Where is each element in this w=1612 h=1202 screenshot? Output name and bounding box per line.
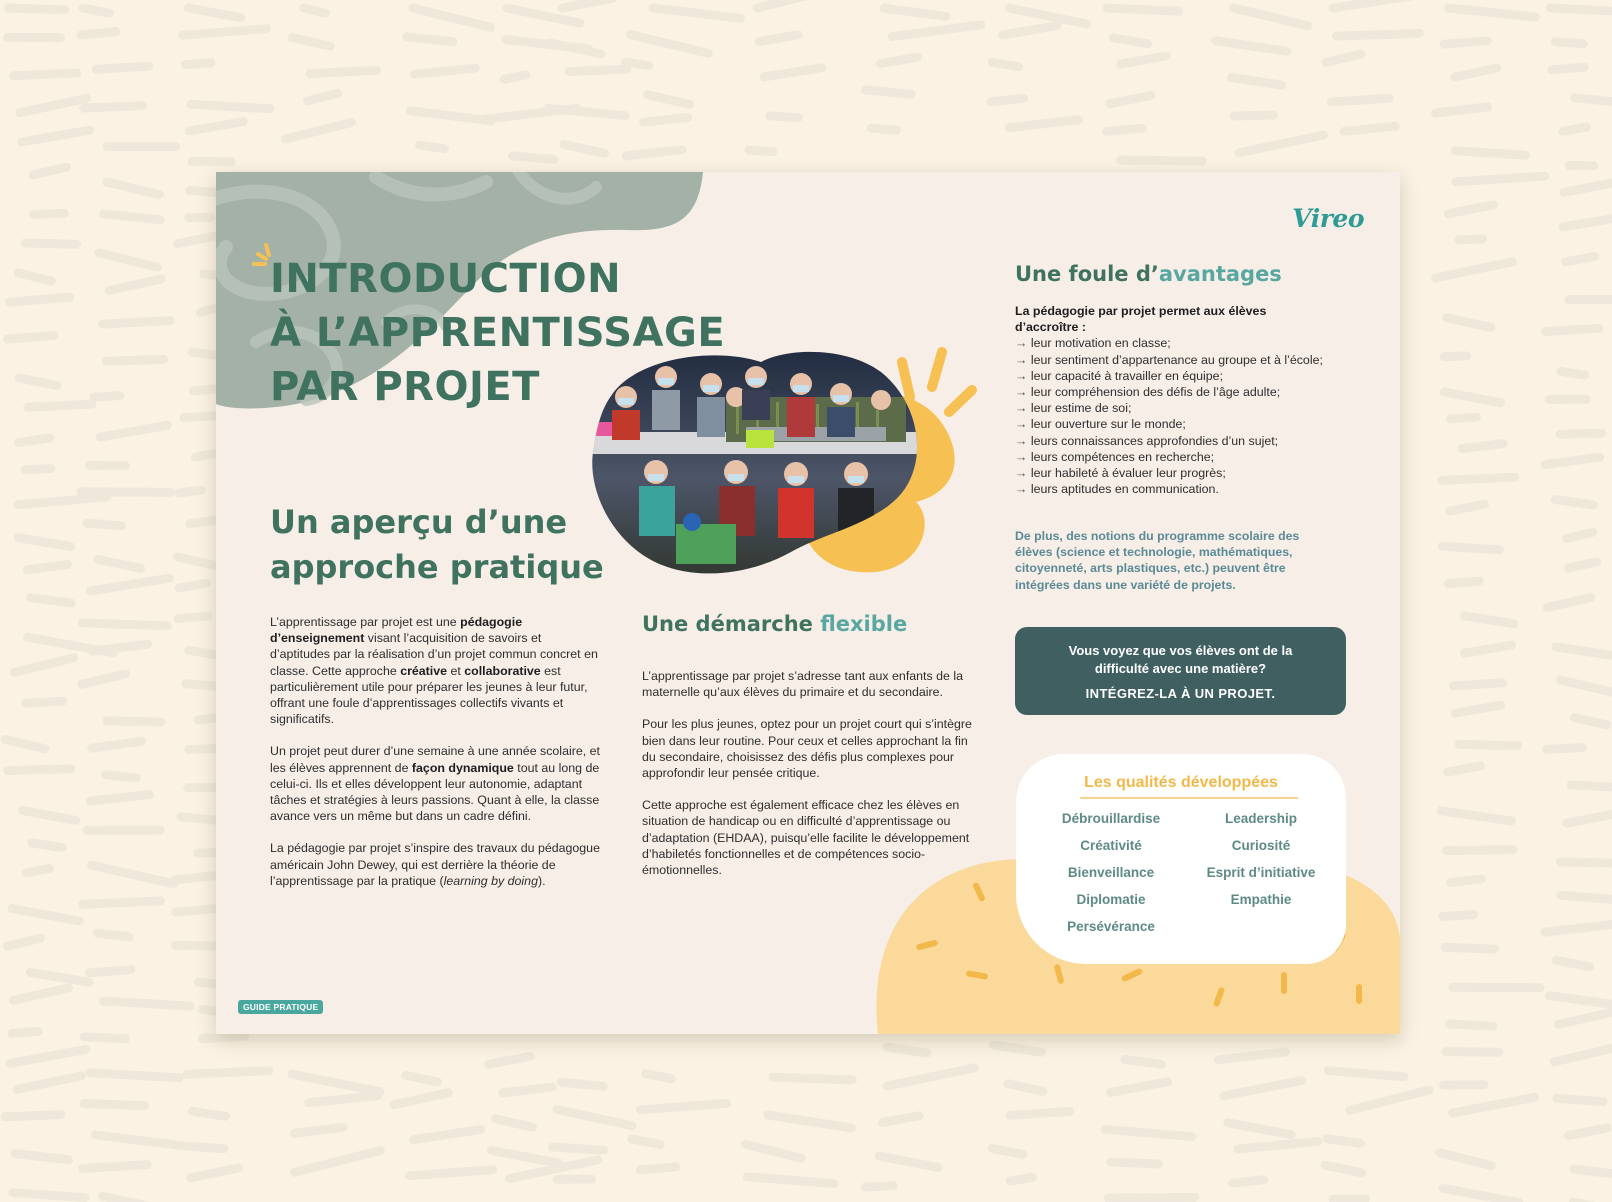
quality-item: Créativité — [1080, 838, 1142, 853]
qualities-grid — [1036, 810, 1336, 936]
qualities-underline — [1080, 797, 1298, 799]
flexible-paragraph-1: L’apprentissage par projet s’adresse tant aux enfants de la maternelle qu’aux élèves du primaire et du secondaire. — [642, 669, 963, 700]
benefits-intro: La pédagogie par projet permet aux élèves d’accroître : — [1015, 304, 1267, 335]
benefit-text: leur habileté à évaluer leur progrès; — [1030, 466, 1226, 481]
benefit-text: leur motivation en classe; — [1030, 336, 1171, 351]
benefit-text: leurs aptitudes en communication. — [1030, 482, 1219, 497]
title-line-3: PAR PROJET — [270, 364, 540, 410]
overview-paragraph-1: L’apprentissage par projet est une pédagogie d’enseignement visant l’acquisition de savoirs et d’aptitudes par la réalisation d’un projet commun concret en classe. Cette approche créative et collaborative est particulièrement utile pour préparer les jeunes à leur futur, offrant une foule d’apprentissages collectifs vivants et significatifs. — [270, 615, 598, 727]
quality-item: Esprit d’initiative — [1206, 865, 1316, 880]
arrow-right-icon: → — [1015, 466, 1028, 481]
quality-item: Bienveillance — [1067, 865, 1155, 880]
arrow-right-icon: → — [1015, 352, 1028, 367]
benefit-item — [1015, 481, 1325, 497]
arrow-right-icon: → — [1015, 401, 1028, 416]
arrow-right-icon: → — [1015, 417, 1028, 432]
benefit-item — [1015, 368, 1325, 384]
brochure-page — [216, 172, 1400, 1034]
vireo-logo: Vireo — [1292, 204, 1364, 233]
quality-item: Curiosité — [1231, 838, 1291, 853]
benefits-extra: De plus, des notions du programme scolaire des élèves (science et technologie, mathématiques, citoyenneté, arts plastiques, etc.) peuvent être intégrées dans une variété de projets. — [1015, 529, 1300, 592]
overview-heading-line-2: approche pratique — [270, 548, 604, 586]
guide-badge: GUIDE PRATIQUE — [238, 1000, 323, 1014]
benefit-text: leurs connaissances approfondies d’un sujet; — [1030, 433, 1279, 448]
benefit-item — [1015, 352, 1325, 368]
quality-item: Empathie — [1230, 892, 1292, 907]
title-line-1: INTRODUCTION — [270, 256, 622, 302]
benefit-text: leur compréhension des défis de l’âge adulte; — [1030, 385, 1281, 400]
title-line-2: À L’APPRENTISSAGE — [270, 310, 726, 356]
overview-paragraph-3: La pédagogie par projet s’inspire des travaux du pédagogue américain John Dewey, qui est derrière la théorie de l’apprentissage par la pratique (learning by doing). — [270, 841, 600, 888]
arrow-right-icon: → — [1015, 482, 1028, 497]
benefit-item — [1015, 465, 1325, 481]
benefit-text: leur sentiment d’appartenance au groupe et à l’école; — [1030, 352, 1323, 367]
benefit-text: leur ouverture sur le monde; — [1030, 417, 1186, 432]
benefit-item — [1015, 433, 1325, 449]
cta-question: Vous voyez que vos élèves ont de la difficulté avec une matière? — [1068, 643, 1293, 676]
quality-item: Leadership — [1224, 811, 1298, 826]
overview-body — [270, 614, 600, 889]
benefit-item — [1015, 335, 1325, 351]
benefit-text: leurs compétences en recherche; — [1030, 449, 1215, 464]
quality-item: Persévérance — [1067, 919, 1155, 934]
qualities-card — [1016, 754, 1346, 964]
benefit-item — [1015, 400, 1325, 416]
benefit-item — [1015, 416, 1325, 432]
arrow-right-icon: → — [1015, 368, 1028, 383]
benefit-item — [1015, 384, 1325, 400]
overview-paragraph-2: Un projet peut durer d’une semaine à une année scolaire, et les élèves apprennent de façon dynamique tout au long de celui-ci. Ils et elles développent leur autonomie, adaptant tâches et stratégies à leurs passions. Quant à elle, la classe avance vers un même but dans un cadre défini. — [270, 744, 600, 824]
flexible-heading: Une démarche flexible — [642, 612, 908, 636]
benefits-body — [1015, 303, 1325, 497]
arrow-right-icon: → — [1015, 385, 1028, 400]
flexible-paragraph-2: Pour les plus jeunes, optez pour un projet court qui s’intègre bien dans leur routine. Pour ceux et celles approchant la fin du secondaire, choisissez des défis plus complexes pour approfondir leur pensée critique. — [642, 717, 972, 781]
benefits-list — [1015, 335, 1325, 497]
quality-item: Diplomatie — [1076, 892, 1146, 907]
flexible-body — [642, 668, 972, 878]
benefit-item — [1015, 449, 1325, 465]
cta-box — [1015, 627, 1346, 715]
benefit-text: leur estime de soi; — [1030, 401, 1132, 416]
overview-heading-line-1: Un aperçu d’une — [270, 503, 568, 541]
quality-item: Débrouillardise — [1061, 811, 1161, 826]
benefit-text: leur capacité à travailler en équipe; — [1030, 368, 1224, 383]
qualities-heading: Les qualités développées — [1084, 774, 1278, 791]
cta-action: INTÉGREZ-LA À UN PROJET. — [1085, 686, 1276, 701]
arrow-right-icon: → — [1015, 336, 1028, 351]
arrow-right-icon: → — [1015, 449, 1028, 464]
benefits-heading: Une foule d’avantages — [1015, 262, 1282, 286]
arrow-right-icon: → — [1015, 433, 1028, 448]
flexible-paragraph-3: Cette approche est également efficace chez les élèves en situation de handicap ou en difficulté d’apprentissage ou d’adaptation (EHDAA), puisqu’elle facilite le développement d’habiletés fonctionnelles et de compétences socio-émotionnelles. — [642, 798, 970, 878]
overview-heading — [270, 500, 604, 590]
